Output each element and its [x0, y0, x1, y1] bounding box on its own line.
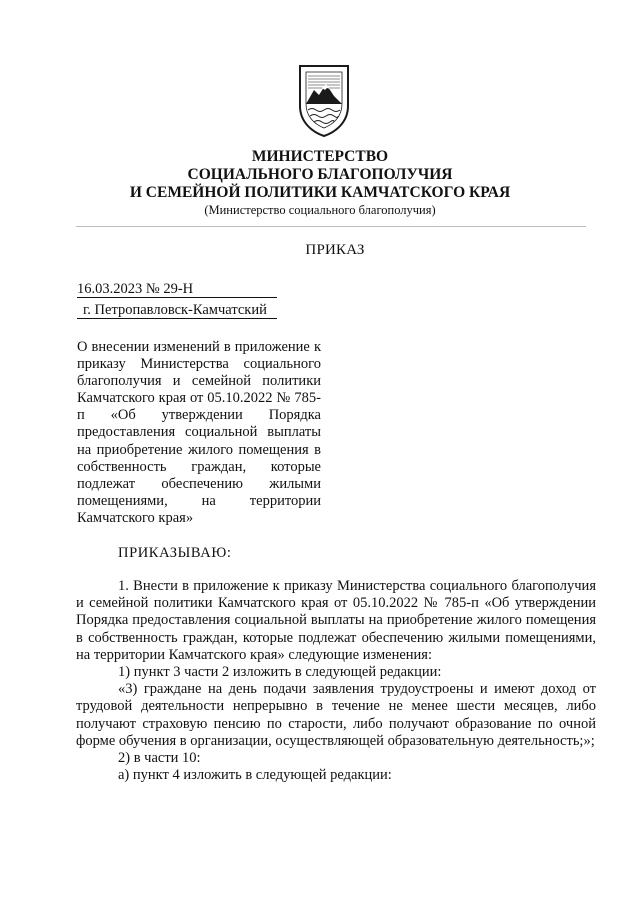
date-number: 16.03.2023 № 29-Н: [77, 281, 194, 297]
org-name-line-2: СОЦИАЛЬНОГО БЛАГОПОЛУЧИЯ: [187, 166, 453, 183]
city-underline: [77, 318, 277, 319]
org-name-line-3: И СЕМЕЙНОЙ ПОЛИТИКИ КАМЧАТСКОГО КРАЯ: [129, 184, 511, 201]
header-divider: [76, 226, 586, 227]
order-word: ПРИКАЗЫВАЮ:: [118, 545, 232, 561]
org-short-name: (Министерство социального благополучия): [204, 203, 436, 217]
document-type: ПРИКАЗ: [305, 242, 365, 258]
paragraph: 1) пункт 3 части 2 изложить в следующей редакции:: [118, 664, 442, 681]
date-underline: [77, 297, 277, 298]
org-name-line-1: МИНИСТЕРСТВО: [251, 148, 389, 165]
paragraph: 2) в части 10:: [118, 750, 201, 767]
paragraph: «3) граждане на день подачи заявления трудоустроены и имеют доход от трудовой деятельности непрерывно в течение не менее шести месяцев, либо получают страховую пенсию по старости, либо получают образование по очной форме обучения в организации, осуществляющей образовательную деятельность;»;: [76, 681, 596, 749]
kamchatka-coat-of-arms-icon: [296, 60, 352, 138]
city: г. Петропавловск-Камчатский: [83, 302, 267, 318]
paragraph: 1. Внести в приложение к приказу Министерства социального благополучия и семейной политики Камчатского края от 05.10.2022 № 785-п «Об утверждении Порядка предоставления социальной выплаты на приобретение жилого помещения в собственность граждан, которые подлежат обеспечению жилыми помещениями, на территории Камчатского края» следующие изменения:: [76, 578, 596, 663]
paragraph: а) пункт 4 изложить в следующей редакции:: [118, 767, 392, 784]
document-subject: О внесении изменений в приложение к приказу Министерства социального благополучия и семейной политики Камчатского края от 05.10.2022 № 785-п «Об утверждении Порядка предоставления социальной выплаты на приобретение жилого помещения в собственность граждан, которые подлежат обеспечению жилыми помещениями, на территории Камчатского края»: [77, 339, 321, 526]
document-body: [76, 578, 596, 784]
